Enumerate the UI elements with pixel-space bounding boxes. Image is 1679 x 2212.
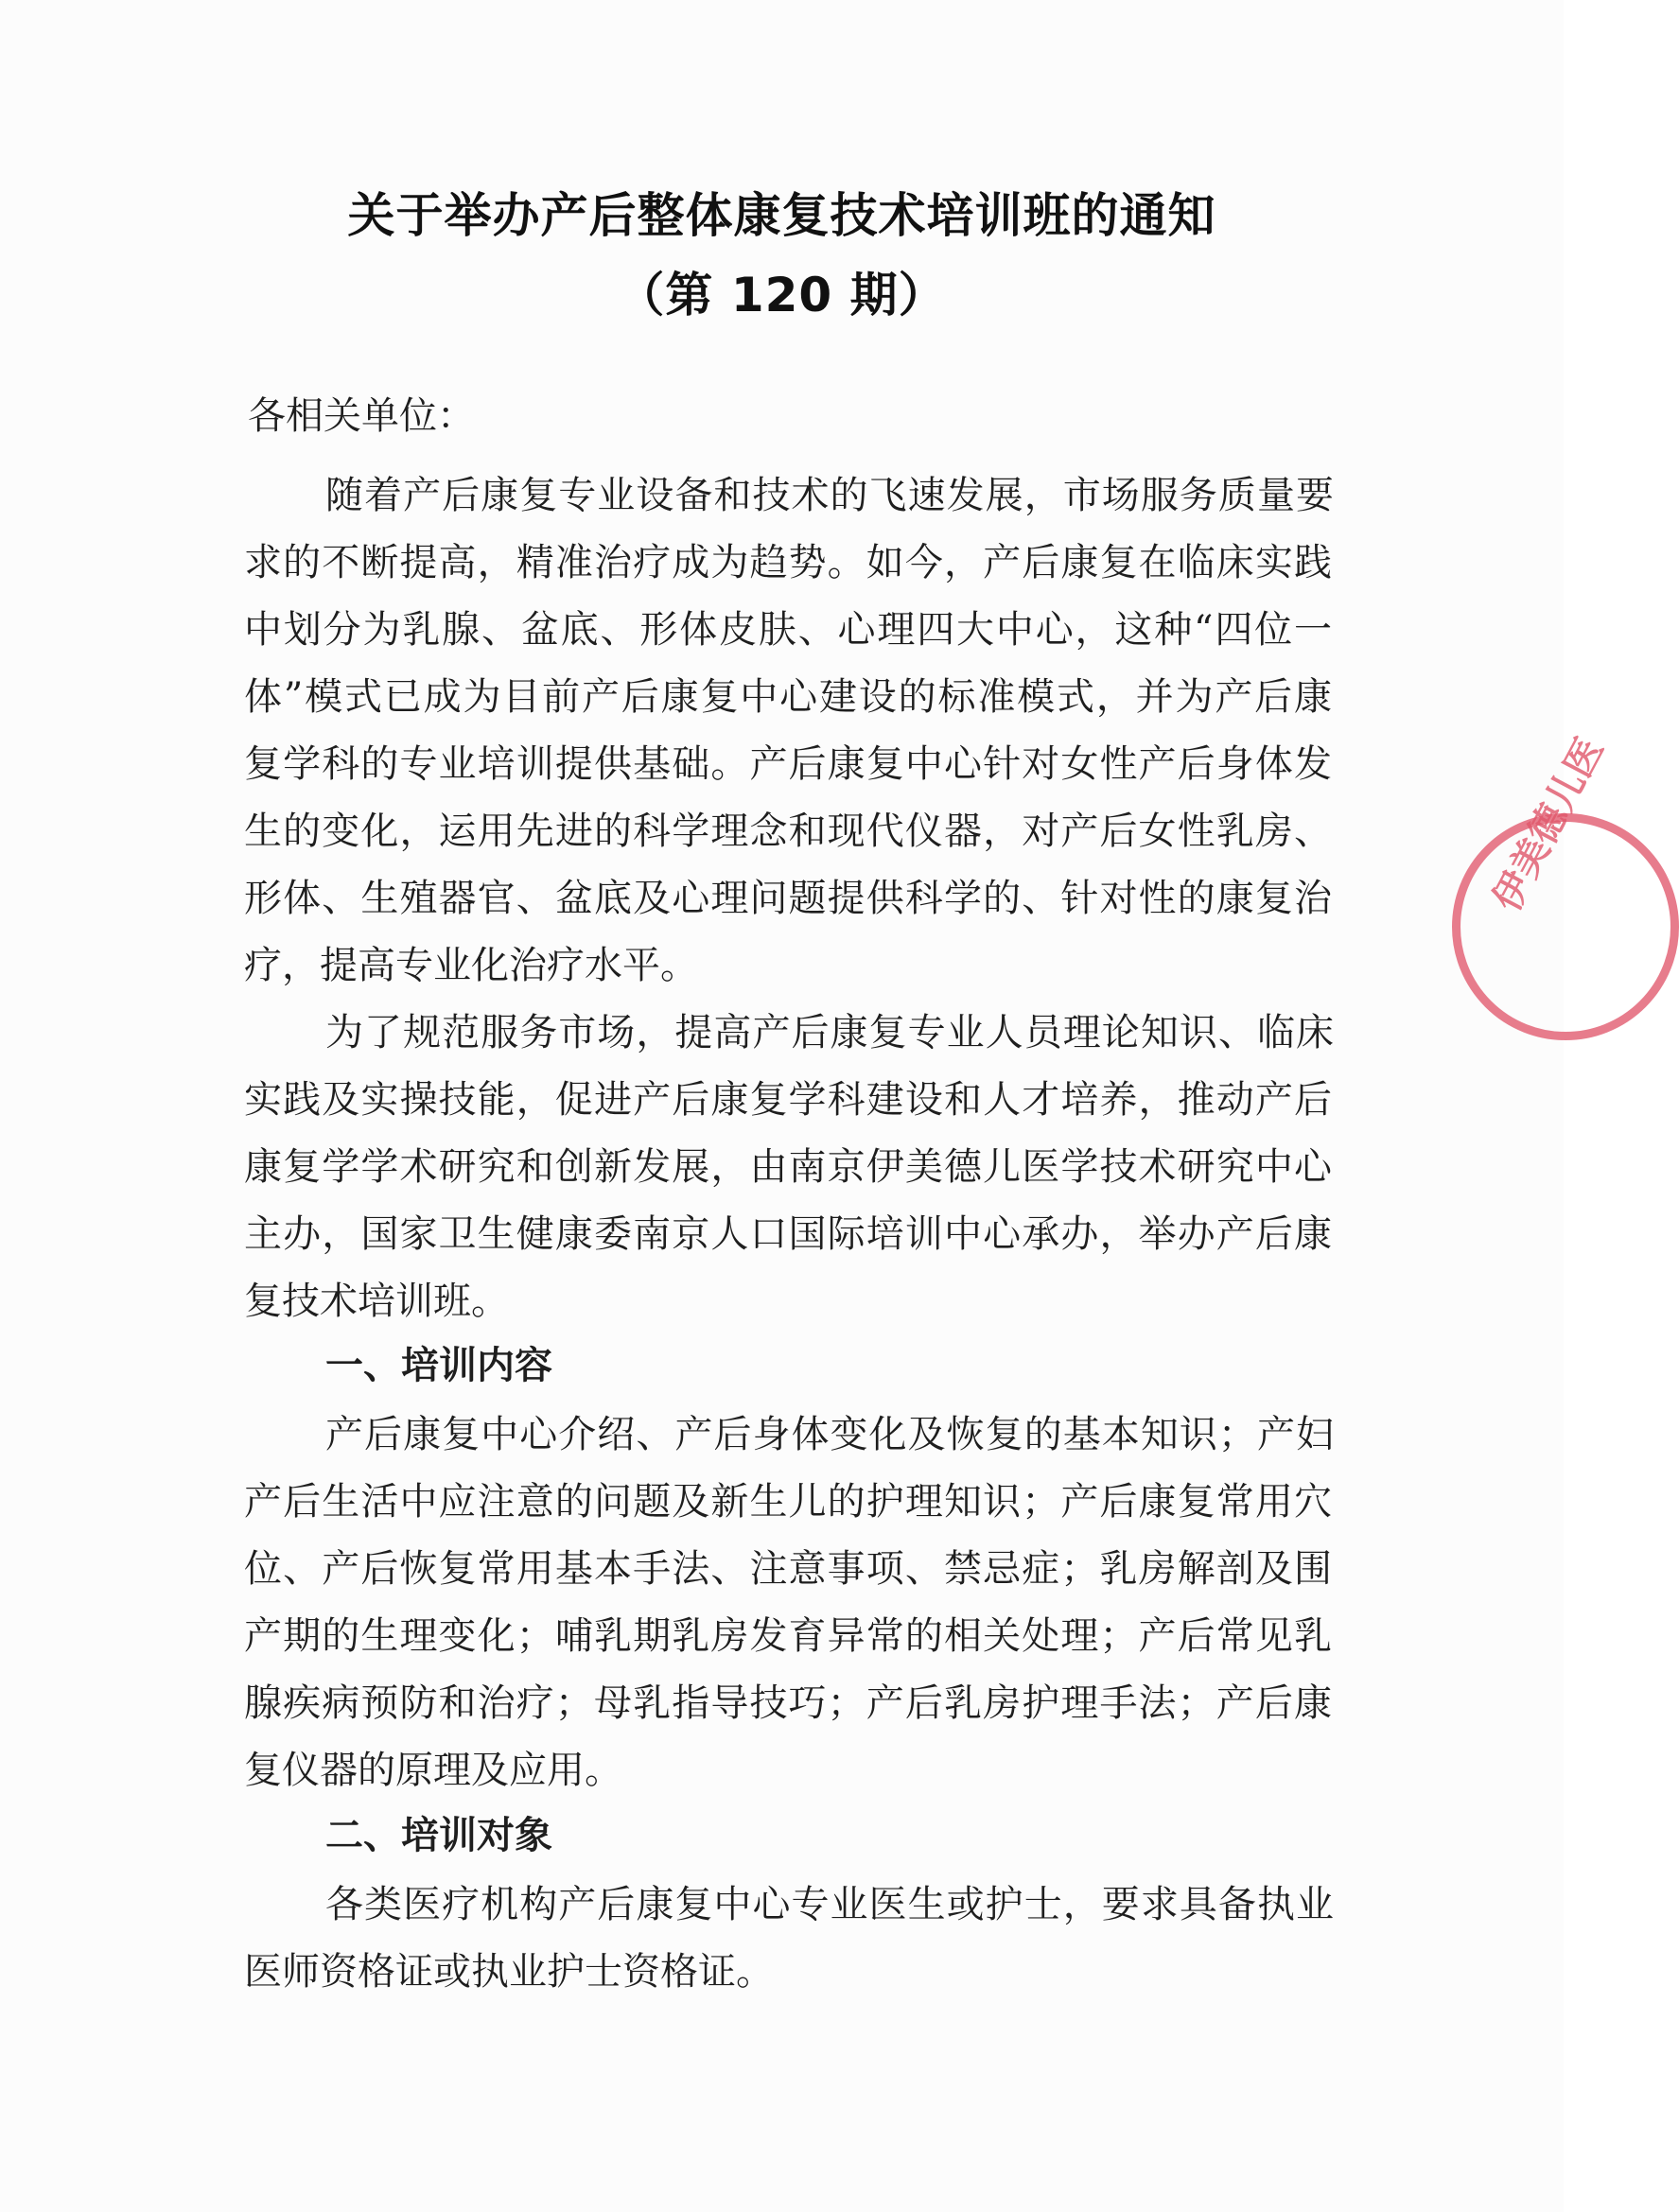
section1-line: 产后生活中应注意的问题及新生儿的护理知识；产后康复常用穴 bbox=[244, 1480, 1332, 1524]
section1-heading: 一、培训内容 bbox=[325, 1344, 552, 1387]
paragraph1-line: 体”模式已成为目前产后康复中心建设的标准模式，并为产后康 bbox=[244, 675, 1332, 719]
paragraph2-line: 主办，国家卫生健康委南京人口国际培训中心承办，举办产后康 bbox=[244, 1212, 1332, 1256]
paragraph1-line: 中划分为乳腺、盆底、形体皮肤、心理四大中心，这种“四位一 bbox=[244, 608, 1332, 652]
paragraph2-line: 为了规范服务市场，提高产后康复专业人员理论知识、临床 bbox=[325, 1011, 1334, 1054]
official-seal-text: 伊美德儿医 bbox=[1484, 730, 1613, 918]
salutation: 各相关单位： bbox=[248, 394, 475, 438]
section1-line: 腺疾病预防和治疗；母乳指导技巧；产后乳房护理手法；产后康 bbox=[244, 1681, 1332, 1725]
paragraph2-line: 康复学学术研究和创新发展，由南京伊美德儿医学技术研究中心 bbox=[244, 1145, 1332, 1189]
document-title: 关于举办产后整体康复技术培训班的通知 bbox=[347, 188, 1216, 243]
paragraph1-line: 求的不断提高，精准治疗成为趋势。如今，产后康复在临床实践 bbox=[244, 541, 1332, 584]
official-seal-stamp bbox=[1452, 813, 1679, 1040]
document-subtitle: （第 120 期） bbox=[617, 268, 947, 322]
section2-line: 医师资格证或执业护士资格证。 bbox=[244, 1950, 774, 1994]
paragraph1-line: 复学科的专业培训提供基础。产后康复中心针对女性产后身体发 bbox=[244, 742, 1332, 786]
section2-line: 各类医疗机构产后康复中心专业医生或护士，要求具备执业 bbox=[325, 1883, 1334, 1926]
paragraph1-line: 形体、生殖器官、盆底及心理问题提供科学的、针对性的康复治 bbox=[244, 877, 1332, 920]
section1-line: 位、产后恢复常用基本手法、注意事项、禁忌症；乳房解剖及围 bbox=[244, 1547, 1332, 1591]
paragraph1-line: 随着产后康复专业设备和技术的飞速发展，市场服务质量要 bbox=[325, 474, 1334, 517]
section1-line: 复仪器的原理及应用。 bbox=[244, 1749, 622, 1792]
section1-line: 产后康复中心介绍、产后身体变化及恢复的基本知识；产妇 bbox=[325, 1413, 1334, 1456]
paragraph2-line: 复技术培训班。 bbox=[244, 1280, 509, 1323]
section1-line: 产期的生理变化；哺乳期乳房发育异常的相关处理；产后常见乳 bbox=[244, 1614, 1332, 1658]
section2-heading: 二、培训对象 bbox=[325, 1814, 552, 1857]
paragraph1-line: 生的变化，运用先进的科学理念和现代仪器，对产后女性乳房、 bbox=[244, 810, 1332, 853]
paragraph1-line: 疗，提高专业化治疗水平。 bbox=[244, 944, 698, 987]
paragraph2-line: 实践及实操技能，促进产后康复学科建设和人才培养，推动产后 bbox=[244, 1078, 1332, 1122]
